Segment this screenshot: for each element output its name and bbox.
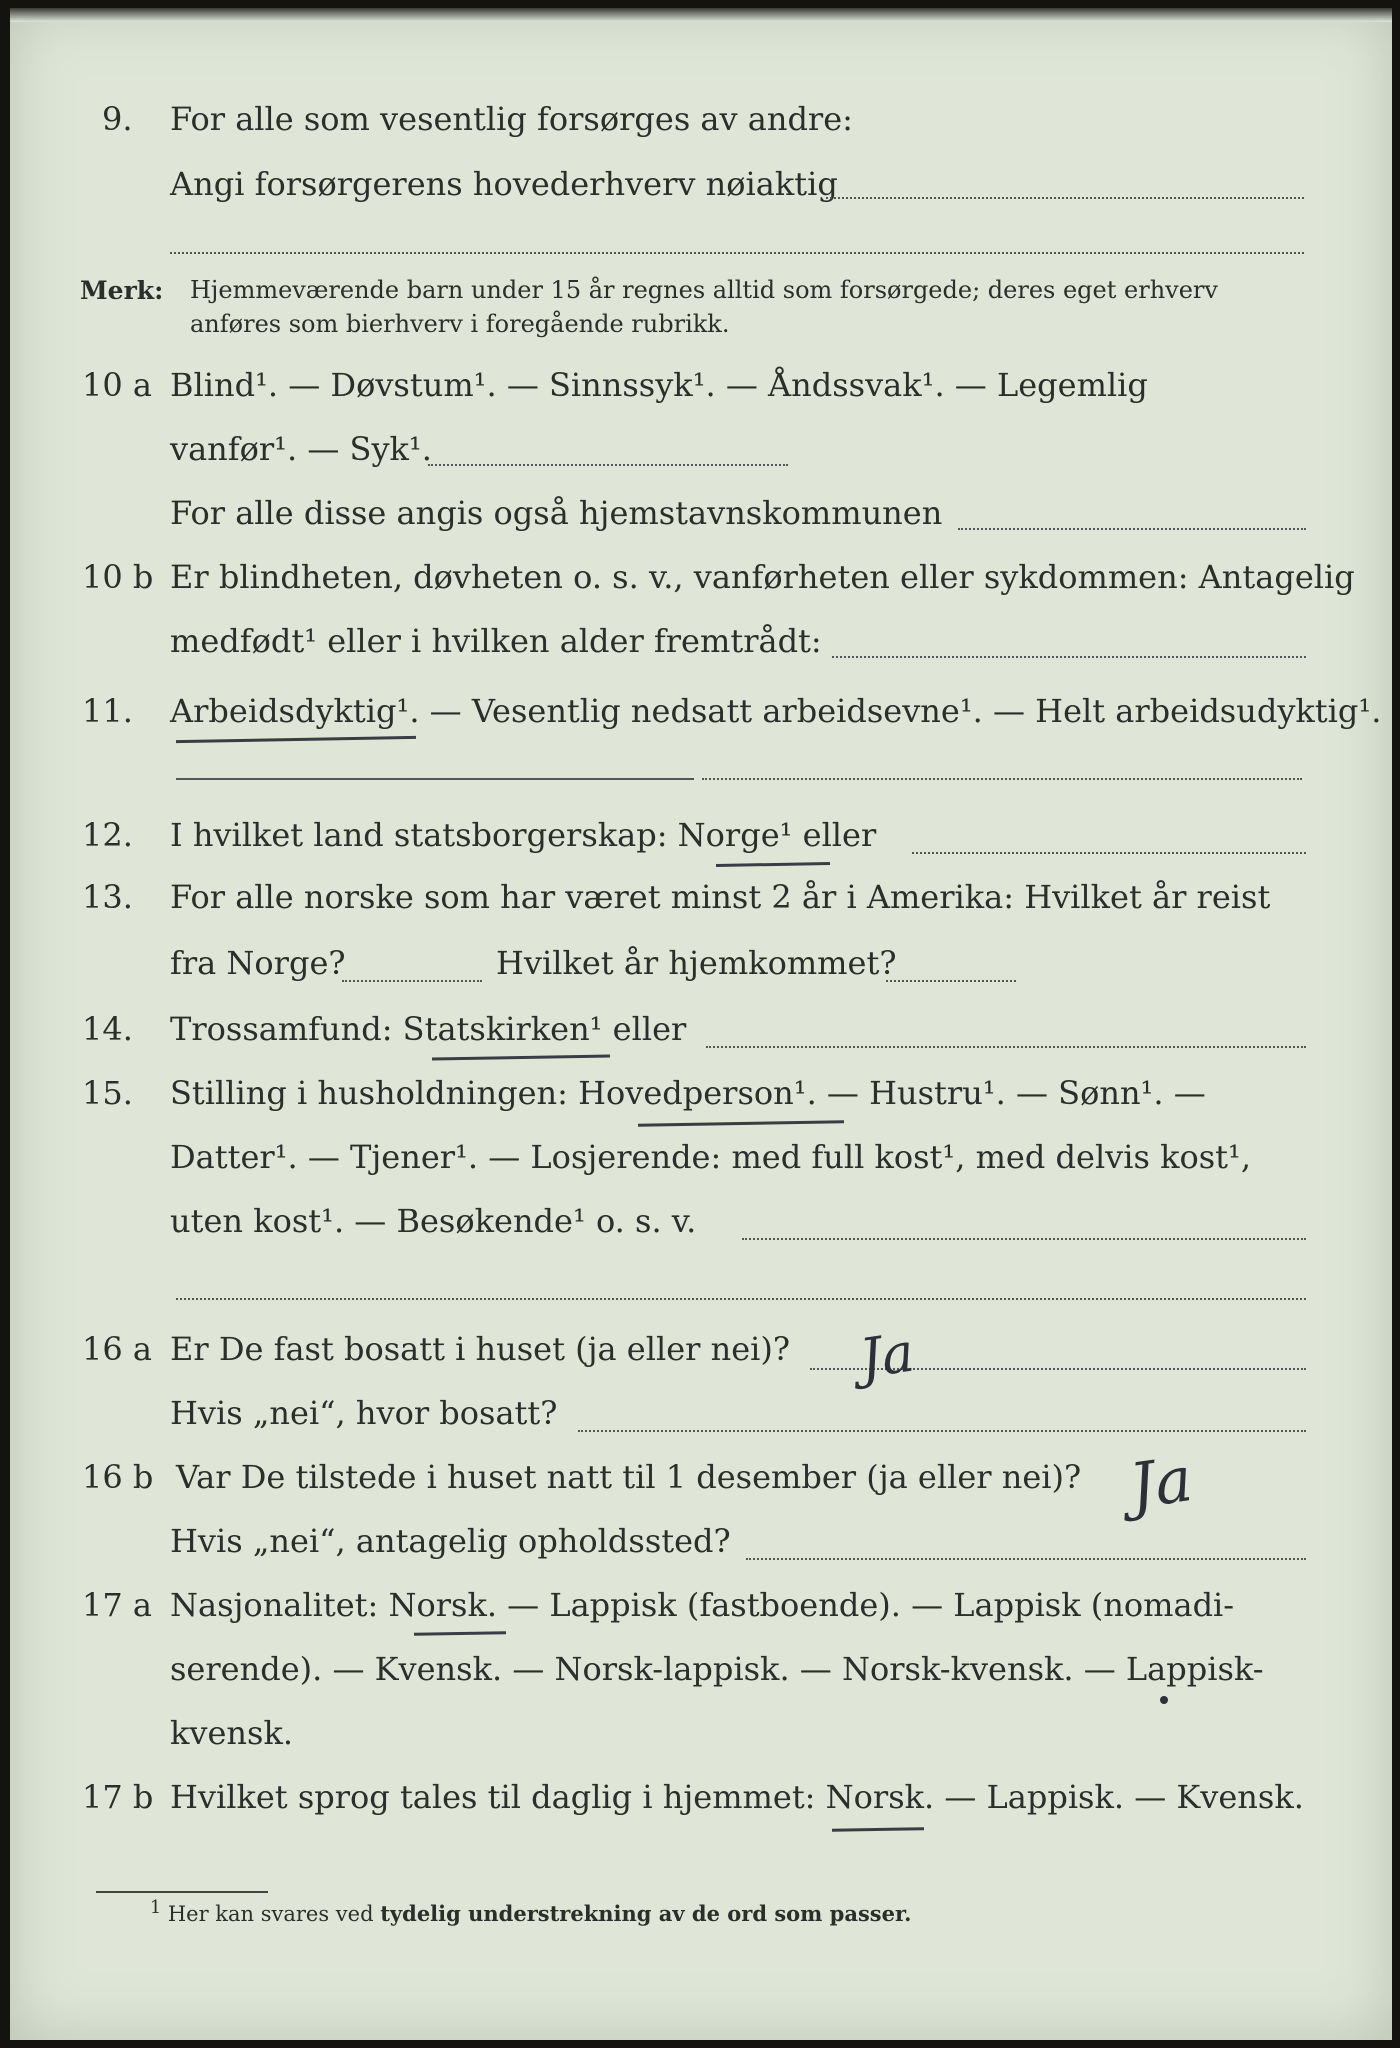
question-15-line-3 [10, 1202, 1392, 1252]
question-number: 12. [82, 816, 133, 854]
question-16b-line-2 [10, 1522, 1392, 1572]
footnote [150, 1898, 911, 1926]
answer-line[interactable] [832, 656, 1306, 658]
question-10b [10, 558, 1392, 608]
question-text: Datter¹. — Tjener¹. — Losjerende: med full kost¹, med delvis kost¹, [170, 1138, 1252, 1176]
answer-line[interactable] [578, 1430, 1306, 1432]
question-12 [10, 816, 1392, 866]
question-text: Trossamfund: Statskirken¹ eller [170, 1010, 687, 1048]
census-form-sheet [10, 8, 1392, 2040]
question-text: serende). — Kvensk. — Norsk-lappisk. — Norsk-kvensk. — Lappisk- [170, 1650, 1264, 1688]
answer-line[interactable] [958, 528, 1306, 530]
question-15 [10, 1074, 1392, 1124]
question-number: 16 a [82, 1330, 152, 1368]
question-number: 16 b [82, 1458, 154, 1496]
answer-line[interactable] [428, 464, 788, 466]
question-16a-line-2 [10, 1394, 1392, 1444]
question-text: Hvis „nei“, hvor bosatt? [170, 1394, 558, 1432]
question-number: 9. [102, 100, 133, 138]
question-14 [10, 1010, 1392, 1060]
answer-line[interactable] [742, 1238, 1306, 1240]
question-text: Hvis „nei“, antagelig opholdssted? [170, 1522, 731, 1560]
question-text: For alle norske som har været minst 2 år i Amerika: Hvilket år reist [170, 878, 1271, 916]
footnote-mark: 1 [150, 1898, 162, 1918]
question-text: uten kost¹. — Besøkende¹ o. s. v. [170, 1202, 697, 1240]
question-number: 15. [82, 1074, 133, 1112]
question-text: Nasjonalitet: Norsk. — Lappisk (fastboende). — Lappisk (nomadi- [170, 1586, 1235, 1624]
question-number: 11. [82, 692, 133, 730]
question-number: 17 b [82, 1778, 154, 1816]
handwritten-underline [716, 862, 830, 867]
answer-line[interactable] [176, 1298, 1306, 1300]
question-number: 13. [82, 878, 133, 916]
answer-line[interactable] [746, 1558, 1306, 1560]
note-text: anføres som bierhverv i foregående rubrikk. [190, 310, 730, 338]
question-text: Angi forsørgerens hovederhverv nøiaktig [170, 165, 838, 203]
question-text: kvensk. [170, 1714, 293, 1752]
question-10a-line-2 [10, 430, 1392, 480]
question-10a [10, 366, 1392, 416]
answer-line[interactable] [912, 852, 1306, 854]
question-text: fra Norge? [170, 944, 346, 982]
question-text: vanfør¹. — Syk¹. [170, 430, 432, 468]
note-merk-line-2 [10, 310, 1392, 360]
handwritten-underline [832, 1827, 924, 1832]
footnote-rule [96, 1891, 268, 1893]
answer-line[interactable] [706, 1046, 1306, 1048]
note-label: Merk: [80, 276, 164, 305]
ink-mark [1160, 1696, 1168, 1704]
question-17a [10, 1586, 1392, 1636]
question-text: I hvilket land statsborgerskap: Norge¹ eller [170, 816, 877, 854]
question-17a-line-3 [10, 1714, 1392, 1764]
question-number: 10 a [82, 366, 152, 404]
question-10a-line-3 [10, 494, 1392, 544]
question-text: medfødt¹ eller i hvilken alder fremtrådt: [170, 622, 822, 660]
question-text: Var De tilstede i huset natt til 1 desember (ja eller nei)? [176, 1458, 1082, 1496]
question-text: Er blindheten, døvheten o. s. v., vanførheten eller sykdommen: Antagelig [170, 558, 1355, 596]
answer-line[interactable] [176, 778, 694, 780]
question-number: 14. [82, 1010, 133, 1048]
question-16a [10, 1330, 1392, 1380]
footnote-bold-text: tydelig understrekning av de ord som passer. [380, 1901, 912, 1926]
question-11 [10, 692, 1392, 742]
question-17a-line-2 [10, 1650, 1392, 1700]
question-text: Arbeidsdyktig¹. — Vesentlig nedsatt arbeidsevne¹. — Helt arbeidsudyktig¹. [170, 692, 1382, 730]
footnote-text: Her kan svares ved [167, 1902, 374, 1926]
question-9 [10, 100, 1392, 150]
question-number: 10 b [82, 558, 154, 596]
answer-line[interactable] [702, 778, 1302, 780]
question-10b-line-2 [10, 622, 1392, 672]
answer-line[interactable] [170, 252, 1304, 254]
question-text: For alle disse angis også hjemstavnskommunen [170, 494, 943, 532]
question-text: Er De fast bosatt i huset (ja eller nei)? [170, 1330, 791, 1368]
question-number: 17 a [82, 1586, 152, 1624]
question-text: Blind¹. — Døvstum¹. — Sinnssyk¹. — Åndssvak¹. — Legemlig [170, 366, 1148, 404]
answer-line[interactable] [342, 980, 482, 982]
answer-line[interactable] [826, 197, 1304, 199]
question-17b [10, 1778, 1392, 1828]
question-13 [10, 878, 1392, 928]
answer-line[interactable] [886, 980, 1016, 982]
question-text: Hvilket sprog tales til daglig i hjemmet: Norsk. — Lappisk. — Kvensk. [170, 1778, 1304, 1816]
question-9-line-2 [10, 165, 1392, 215]
question-13-line-2 [10, 944, 1392, 994]
question-text: For alle som vesentlig forsørges av andre: [170, 100, 853, 138]
question-text: Hvilket år hjemkommet? [496, 944, 897, 982]
handwritten-answer: Ja [1125, 1442, 1197, 1523]
handwritten-answer: Ja [855, 1320, 918, 1391]
page-edge [10, 8, 1392, 22]
note-text: Hjemmeværende barn under 15 år regnes alltid som forsørgede; deres eget erhverv [190, 276, 1218, 304]
question-text: Stilling i husholdningen: Hovedperson¹. — Hustru¹. — Sønn¹. — [170, 1074, 1206, 1112]
question-15-line-2 [10, 1138, 1392, 1188]
